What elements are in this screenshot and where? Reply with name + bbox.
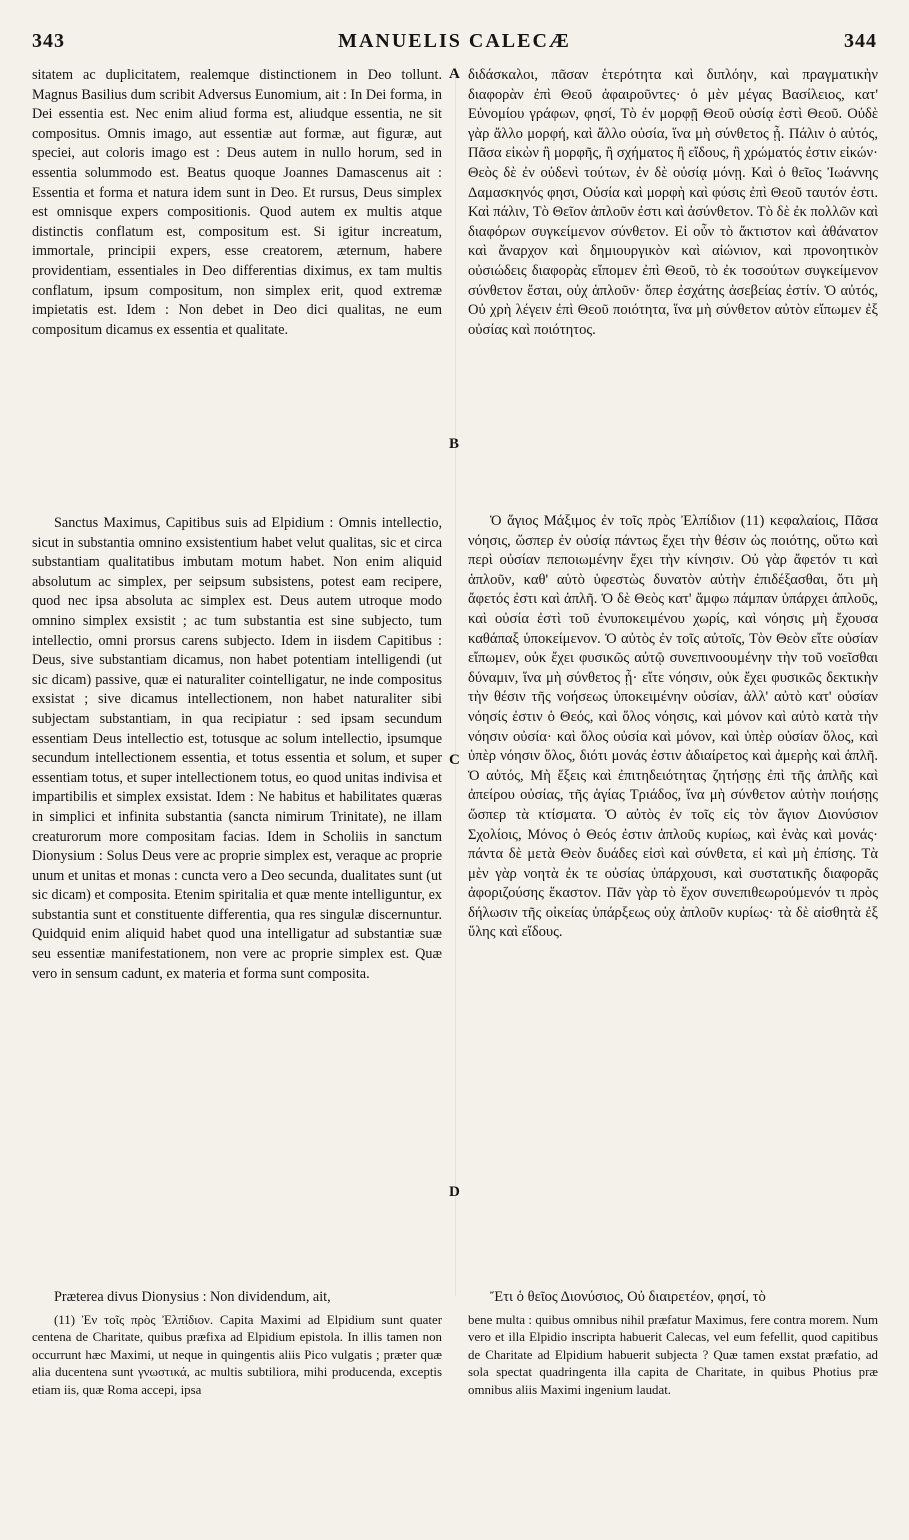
greek-column-end xyxy=(468,1288,878,1308)
footnote-right xyxy=(468,1312,878,1399)
margin-marker-d: D xyxy=(449,1184,460,1200)
greek-paragraph: Ἔτι ὁ θεῖος Διονύσιος, Οὐ διαιρετέον, φησί, τὸ xyxy=(490,1289,766,1305)
latin-column-cont xyxy=(32,514,442,984)
latin-column-end xyxy=(32,1288,442,1308)
footnote-left xyxy=(32,1312,442,1399)
latin-paragraph: Sanctus Maximus, Capitibus suis ad Elpidium : Omnis intellectio, sicut in substantia omnino exsistentium habet velut qualitas, sic et circa substantiam qualitatibus imbutam motum habet. Non enim aliquid absolutum ac simplex, per seipsum subsistens, potest eam recipere, quod nec ipsa absoluta ac simplex est. Deus autem utroque modo omnino simplex exsistit ; ac tum substantia est sine subjecto, tum intellectio, omni prorsus carens subjecto. Idem in iisdem Capitibus : Deus, sive substantiam dicamus, non habet potentiam intelligendi (ut sic dicam) passive, quæ ei naturaliter cointelligatur, ne inde compositus exsistat ; sive dicamus intellectionem, non habet naturaliter sibi subjectam substantiam, in qua recipiatur : sed ipsam secundum essentiam Deus intellectio est, totusque ac solum intellectio, ipsumque secundum intellectionem essentia, et totus essentia et solum, et super essentiam totus, et super intellectionem totus, eo quod unitas indivisa et impartibilis et simplex exsistat. Idem : Ne habitus et habilitates quæras in simplici et infinita substantia (sancta nimirum Trinitate), ne illam creaturorum more compositam facias. Idem in Scholiis in sanctum Dionysium : Solus Deus vere ac proprie simplex est, veraque ac proprie unum et unitas et monas : cuncta vero a Deo secunda, dualitates sunt (ut sic dicam) et composita. Etenim spiritalia et quæ mente intelliguntur, ex substantia sunt et constituente differentia, qua res singulæ discernuntur. Quidquid enim aliquid habet quod una intelligatur ad substantiæ suæ seu essentiæ manifestationem, non vere ac proprie simplex est. Quæ vero in sensum cadunt, ex materia et forma sunt composita. xyxy=(32,515,442,982)
greek-column-cont xyxy=(468,512,878,943)
latin-paragraph: sitatem ac duplicitatem, realemque distinctionem in Deo tollunt. Magnus Basilius dum scribit Adversus Eunomium, ait : In Dei forma, in Dei essentia est. Nec enim aliud forma est, aliudque essentia, ne sit compositus. Omnis imago, aut essentiæ aut formæ, aut figuræ, aut speciei, aut coloris imago est : Deus autem in nullo horum, sed in essentia solummodo est. Beatus quoque Joannes Damascenus ait : Essentia et forma et natura idem sunt in Deo. Et rursus, Deus simplex est omnisque expers compositionis. Quod autem ex multis atque distinctis conflatum est, compositum est. Si igitur increatum, immortale, principii expers, esse creatorem, æternum, habere providentiam, essentiales in Deo differentias diximus, ex tam multis conflatum, ipsum compositum, non simplex erit, quod extremæ impietatis est. Idem : Non debet in Deo dici qualitas, ne eum compositum dicamus ex essentia et qualitate. xyxy=(32,67,442,338)
latin-paragraph: Præterea divus Dionysius : Non dividendum, ait, xyxy=(54,1289,331,1305)
footnote-text: bene multa : quibus omnibus nihil præfatur Maximus, fere contra morem. Num vero et illa Elpidio inscripta habuerit Calecas, vel eum fefellit, quod capitibus de Charitate ad Elpidium habuerit subjecta ? Quæ tamen exstat præfatio, ad sola spectat quadringenta illa capita de Charitate, in quibus Photius præ omnibus aliis Maximi ingenium laudat. xyxy=(468,1313,878,1397)
greek-paragraph: Ὁ ἅγιος Μάξιμος ἐν τοῖς πρὸς Ἐλπίδιον (11) κεφαλαίοις, Πᾶσα νόησις, ὥσπερ ἐν οὐσίᾳ πάντως ἔχει τὴν θέσιν ὡς ποιότης, οὕτω καὶ περὶ οὐσίαν πεποιωμένην ἔχει τὴν κίνησιν. Οὐ γὰρ ἄφετόν τι καὶ ἁπλοῦν, καθ' αὑτὸ ὑφεστὼς δυνατὸν αὐτὴν ἐπιδέξασθαι, ὅτι μὴ ἄφετός ἐστι καὶ ἁπλῆ. Ὁ δὲ Θεὸς κατ' ἄμφω πάμπαν ὑπάρχει ἁπλοῦς, καὶ οὐσία ἐστὶ τοῦ ἐνυποκειμένου χωρίς, καὶ νόησις μὴ ἔχουσα καθάπαξ ὑποκείμενον. Ὁ αὐτὸς ἐν τοῖς αὐτοῖς, Τὸν Θεὸν εἴτε οὐσίαν εἴπωμεν, οὐκ ἔχει φυσικῶς αὐτῷ συνεπινοουμένην τὴν τοῦ νοεῖσθαι δύναμιν, ἵνα μὴ σύνθετος ᾖ· εἴτε νόησιν, οὐκ ἔχει φυσικῶς δεκτικὴν τὴν θέσιν τῆς νοήσεως ὑποκειμένην οὐσίαν, ἀλλ' αὐτὸ κατ' οὐσίαν νόησίς ἐστιν ὁ Θεός, καὶ ὅλος νόησις, καὶ μόνον καὶ αὐτὸ κατὰ τὴν νόησιν οὐσία· καὶ ὅλος οὐσία καὶ μόνον, καὶ ὑπὲρ οὐσίαν ὅλος, καὶ ὑπὲρ νόησιν ὅλος, διότι μονάς ἐστιν ἀδιαίρετος καὶ ἀμερὴς καὶ ἁπλῆ. Ὁ αὐτός, Μὴ ἕξεις καὶ ἐπιτηδειότητας ζητήσῃς ἐπὶ τῆς ἁπλῆς καὶ ἀπείρου οὐσίας, τῆς ἁγίας Τριάδος, ἵνα μὴ σύνθετον αὐτὴν ποιήσῃς ὥσπερ τὰ κτίσματα. Ὁ αὐτὸς ἐν τοῖς εἰς τὸν ἅγιον Διονύσιον Σχολίοις, Μόνος ὁ Θεός ἐστιν ἁπλοῦς κυρίως, καὶ ἑνὰς καὶ μονάς· πάντα δὲ μετὰ Θεὸν δυάδες εἰσὶ καὶ σύνθετα, εἰ καὶ μὴ ἐπίσης. Τὰ μὲν γὰρ νοητὰ ἐκ τε οὐσίας ὑπάρχουσι, καὶ συστατικῆς διαφορᾶς ἀφοριζούσης ἕκαστον. Πᾶν γὰρ τὸ ἔχον συνεπιθεωρούμενόν τι πρὸς δήλωσιν τῆς οἰκείας ὑπάρξεως οὐχ ἁπλοῦν κυρίως· τὰ δὲ αἰσθητὰ ἐξ ὕλης καὶ εἴδους. xyxy=(468,513,878,941)
margin-marker-b: B xyxy=(449,436,460,452)
latin-column xyxy=(32,66,442,340)
page-number-left: 343 xyxy=(32,30,65,52)
margin-marker-c: C xyxy=(449,752,460,768)
greek-column xyxy=(468,66,878,340)
page-number-right: 344 xyxy=(844,30,877,52)
column-gutter xyxy=(455,66,456,1296)
footnote-text: (11) Ἐν τοῖς πρὸς Ἐλπίδιον. Capita Maximi ad Elpidium sunt quater centena de Charitate, quibus præfixa ad Elpidium epistola. In illis tamen non occurrunt hæc Maximi, ut neque in quingentis aliis Pico vulgatis ; præter quæ alia ducentena sunt γνωστικά, ac multis subtiliora, mihi producenda, exceptis etiam iis, quæ Roma accepi, ipsa xyxy=(32,1313,442,1397)
greek-paragraph: διδάσκαλοι, πᾶσαν ἑτερότητα καὶ διπλόην, καὶ πραγματικὴν διαφορὰν ἐπὶ Θεοῦ ἀφαιροῦντες· ὁ μὲν μέγας Βασίλειος, κατ' Εὐνομίου γράφων, φησί, Τὸ ἐν μορφῇ Θεοῦ οὐσίᾳ ἐστὶ Θεοῦ. Οὐδὲ γὰρ ἄλλο μορφή, καὶ ἄλλο οὐσία, ἵνα μὴ σύνθετος ᾖ. Πάλιν ὁ αὐτός, Πᾶσα εἰκὼν ἢ μορφῆς, ἢ σχήματος ἢ εἴδους, ἢ χρώματός ἐστιν εἰκών· Θεὸς δὲ ἐν οὐδενὶ τούτων, ἐν δὲ οὐσίᾳ μόνῃ. Καὶ ὁ θεῖος Ἰωάννης Δαμασκηνός φησι, Οὐσία καὶ μορφὴ καὶ φύσις ἐπὶ Θεοῦ ταυτόν ἐστι. Καὶ πάλιν, Τὸ Θεῖον ἁπλοῦν ἐστι καὶ ἀσύνθετον. Τὸ δὲ ἐκ πολλῶν καὶ διαφόρων συγκείμενον σύνθετον. Εἰ οὖν τὸ ἄκτιστον καὶ ἀθάνατον καὶ ἄναρχον καὶ δημιουργικὸν καὶ αἰώνιον, καὶ προνοητικὸν οὐσιώδεις διαφορὰς εἴπομεν ἐπὶ Θεοῦ, τὸ ἐκ τοσούτων συγκείμενον σύνθετον ἔσται, οὐχ ἁπλοῦν· ὅπερ ἐσχάτης ἀσεβείας ἐστίν. Ὁ αὐτός, Οὐ χρὴ λέγειν ἐπὶ Θεοῦ ποιότητα, ἵνα μὴ σύνθετον αὐτὸν εἴπωμεν ἐξ οὐσίας καὶ ποιότητος. xyxy=(468,67,878,338)
running-title: MANUELIS CALECÆ xyxy=(338,30,571,52)
running-header xyxy=(32,30,877,58)
margin-marker-a: A xyxy=(449,66,460,82)
